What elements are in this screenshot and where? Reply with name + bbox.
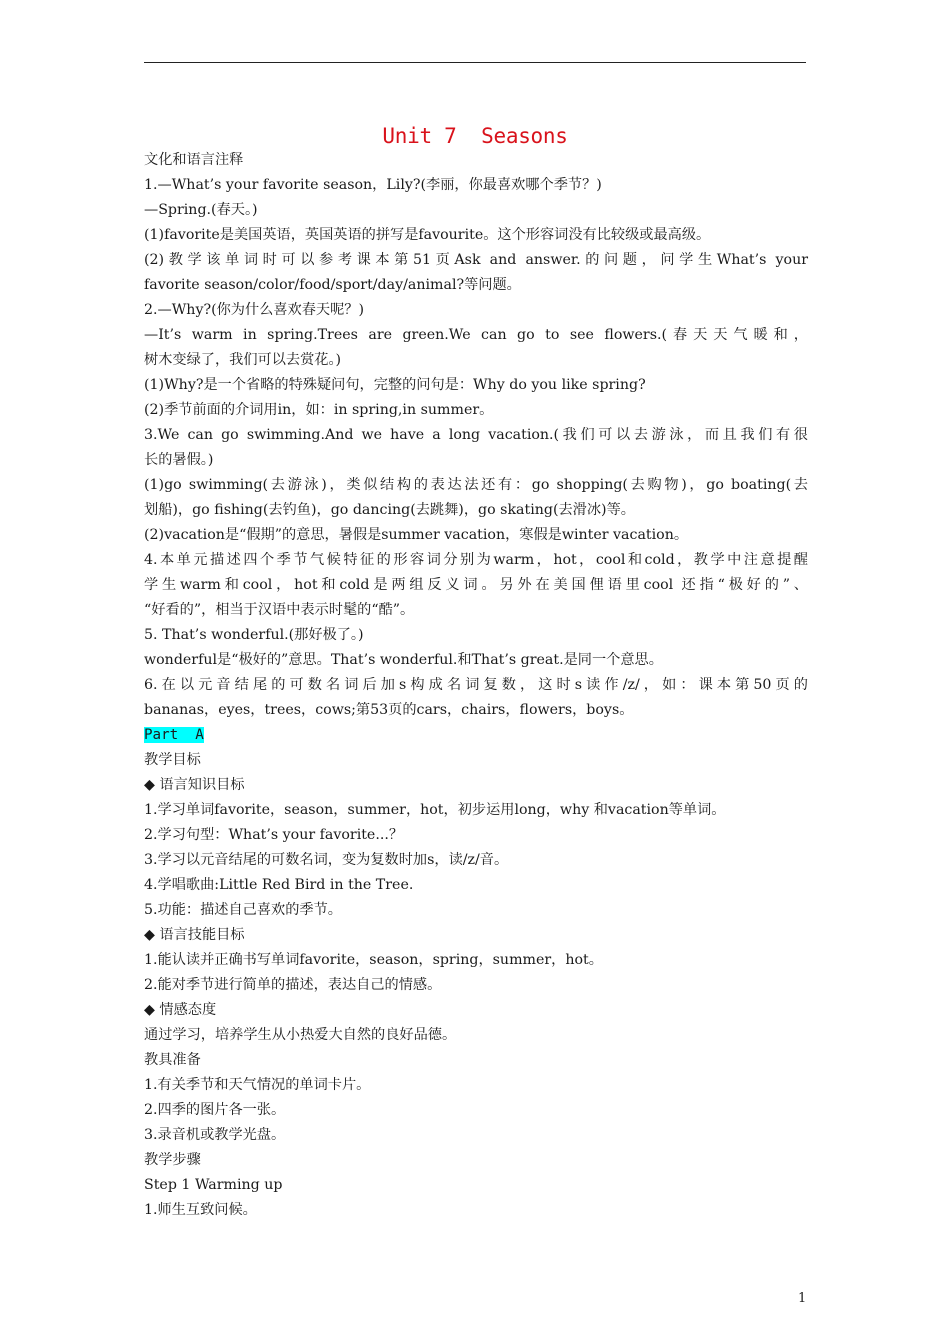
section-heading-highlighted [144,723,808,748]
text-line: 长的暑假。) [144,452,214,468]
text-line: (2)vacation是“假期”的意思，暑假是summer vacation，寒假是winter vacation。 [144,527,689,543]
text-line: 6.在以元音结尾的可数名词后加s构成名词复数，这时s读作/z/，如：课本第50页的 [144,677,808,693]
text-line: (1)Why?是一个省略的特殊疑问句，完整的问句是：Why do you like spring? [144,377,646,393]
text-line: (2)季节前面的介词用in，如：in spring,in summer。 [144,402,494,418]
document-body [144,148,808,1223]
text-line: 教具准备 [144,1052,201,1068]
text-line: Step 1 Warming up [144,1177,283,1193]
text-line: wonderful是“极好的”意思。That’s wonderful.和That’s great.是同一个意思。 [144,652,663,668]
text-line: 3.学习以元音结尾的可数名词，变为复数时加s，读/z/音。 [144,852,509,868]
text-line: 文化和语言注释 [144,152,244,168]
text-line: 2.—Why?(你为什么喜欢春天呢？) [144,302,365,318]
text-line: 3.We can go swimming.And we have a long vacation.(我们可以去游泳，而且我们有很 [144,427,808,443]
text-line: favorite season/color/food/sport/day/animal?等问题。 [144,277,521,293]
text-line: (1)go swimming(去游泳)，类似结构的表达法还有：go shopping(去购物)，go boating(去 [144,477,808,493]
highlighted-label: Part A [144,727,204,743]
text-line: 3.录音机或教学光盘。 [144,1127,286,1143]
text-line: bananas，eyes，trees，cows;第53页的cars，chairs，flowers，boys。 [144,702,634,718]
text-line: 4.本单元描述四个季节气候特征的形容词分别为warm，hot，cool和cold，教学中注意提醒 [144,552,808,568]
text-line: (1)favorite是美国英语，英国英语的拼写是favourite。这个形容词没有比较级或最高级。 [144,227,711,243]
text-line: 1.有关季节和天气情况的单词卡片。 [144,1077,371,1093]
header-rule [144,62,806,63]
text-line: 2.四季的图片各一张。 [144,1102,286,1118]
text-line: 5. That’s wonderful.(那好极了。) [144,627,364,643]
page-title: Unit 7 Seasons [382,124,568,148]
text-line: 通过学习，培养学生从小热爱大自然的良好品德。 [144,1027,457,1043]
text-line: 2.能对季节进行简单的描述，表达自己的情感。 [144,977,442,993]
text-line: 教学目标 [144,752,201,768]
text-line: 1.师生互致问候。 [144,1202,257,1218]
text-line: —It’s warm in spring.Trees are green.We can go to see flowers.(春天天气暖和， [144,327,808,343]
text-line: 学生warm和cool，hot和cold是两组反义词。另外在美国俚语里cool 还指“极好的”、 [144,577,808,593]
text-line: ◆ 语言技能目标 [144,927,245,943]
page-number: 1 [798,1291,807,1306]
text-line: 5.功能：描述自己喜欢的季节。 [144,902,342,918]
text-line: 1.—What’s your favorite season，Lily?(李丽，你最喜欢哪个季节？) [144,177,602,193]
text-line: 2.学习句型：What’s your favorite...？ [144,827,404,843]
text-line: 1.学习单词favorite，season，summer，hot，初步运用long，why 和vacation等单词。 [144,802,726,818]
text-line: 教学步骤 [144,1152,201,1168]
text-line: 1.能认读并正确书写单词favorite，season，spring，summer，hot。 [144,952,603,968]
text-line: 4.学唱歌曲:Little Red Bird in the Tree. [144,877,414,893]
text-line: (2)教学该单词时可以参考课本第51页Ask and answer.的问题，问学生What’s your [144,252,808,268]
text-line: ◆ 语言知识目标 [144,777,245,793]
text-line: 树木变绿了，我们可以去赏花。) [144,352,342,368]
text-line: —Spring.(春天。) [144,202,258,218]
text-line: “好看的”，相当于汉语中表示时髦的“酷”。 [144,602,415,618]
text-line: 划船)，go fishing(去钓鱼)，go dancing(去跳舞)，go skating(去滑冰)等。 [144,502,635,518]
text-line: ◆ 情感态度 [144,1002,217,1018]
